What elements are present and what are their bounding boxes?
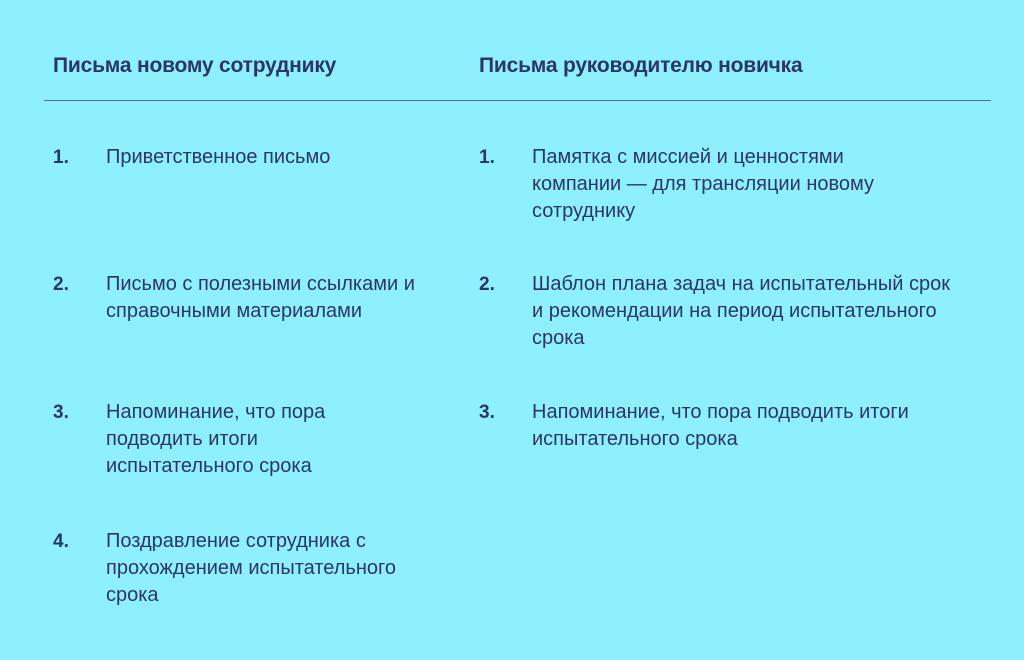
item-number: 2.	[479, 274, 495, 295]
item-text: Поздравление сотрудника с прохождением испытательного срока	[106, 530, 396, 606]
item-text: Напоминание, что пора подводить итоги испытательного срока	[532, 401, 909, 450]
item-text: Напоминание, что пора подводить итоги испытательного срока	[106, 401, 326, 477]
left-column-title: Письма новому сотруднику	[53, 54, 337, 77]
item-text: Шаблон плана задач на испытательный срок и рекомендации на период испытательного срока	[532, 273, 950, 349]
item-text: Приветственное письмо	[106, 146, 331, 168]
right-column-title: Письма руководителю новичка	[479, 54, 803, 77]
list-item	[0, 274, 1024, 364]
item-text: Письмо с полезными ссылками и справочными материалами	[106, 273, 415, 322]
item-number: 4.	[53, 531, 69, 552]
list-item	[0, 531, 1024, 621]
item-number: 1.	[53, 147, 69, 168]
item-text: Памятка с миссией и ценностями компании — для трансляции новому сотруднику	[532, 146, 875, 222]
item-number: 3.	[53, 402, 69, 423]
item-number: 2.	[53, 274, 69, 295]
item-number: 3.	[479, 402, 495, 423]
list-item	[0, 147, 1024, 237]
header-divider	[44, 100, 991, 101]
list-item	[0, 402, 1024, 492]
item-number: 1.	[479, 147, 495, 168]
